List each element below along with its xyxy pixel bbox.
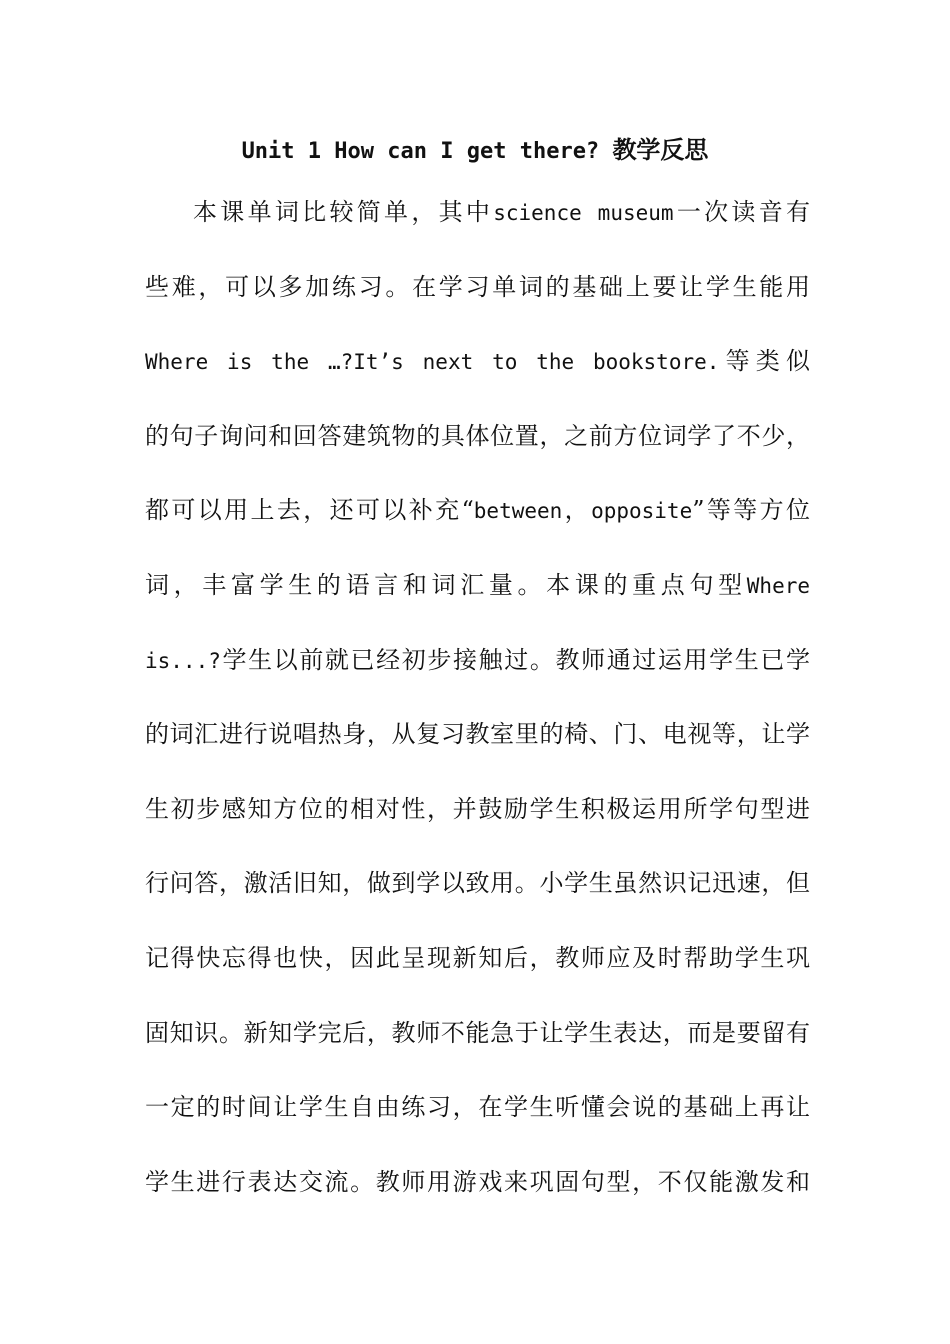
paragraph-line: 生初步感知方位的相对性，并鼓励学生积极运用所学句型进: [145, 794, 810, 823]
paragraph-line: is...?学生以前就已经初步接触过。教师通过运用学生已学: [145, 645, 810, 674]
document-title: Unit 1 How can I get there? 教学反思: [241, 135, 709, 164]
paragraph-line: 行问答，激活旧知，做到学以致用。小学生虽然识记迅速，但: [145, 869, 810, 898]
paragraph-line: 学生进行表达交流。教师用游戏来巩固句型，不仅能激发和: [145, 1167, 810, 1196]
paragraph-line: 的词汇进行说唱热身，从复习教室里的椅、门、电视等，让学: [145, 720, 810, 749]
paragraph-line: 本课单词比较简单，其中science museum一次读音有: [193, 198, 810, 226]
paragraph-line: 词，丰富学生的语言和词汇量。本课的重点句型Where: [145, 570, 810, 599]
paragraph-line: 些难，可以多加练习。在学习单词的基础上要让学生能用: [145, 272, 810, 301]
paragraph-line: 都可以用上去，还可以补充“between，opposite”等等方位: [145, 496, 810, 525]
paragraph-line: Where is the …?It’s next to the bookstore.等类似: [145, 347, 810, 376]
paragraph-line: 记得快忘得也快，因此呈现新知后，教师应及时帮助学生巩: [145, 943, 810, 972]
paragraph-line: 的句子询问和回答建筑物的具体位置，之前方位词学了不少，: [145, 421, 810, 450]
paragraph-line: 一定的时间让学生自由练习，在学生听懂会说的基础上再让: [145, 1093, 810, 1122]
document-body: [145, 196, 810, 1240]
paragraph-line: 固知识。新知学完后，教师不能急于让学生表达，而是要留有: [145, 1018, 810, 1047]
